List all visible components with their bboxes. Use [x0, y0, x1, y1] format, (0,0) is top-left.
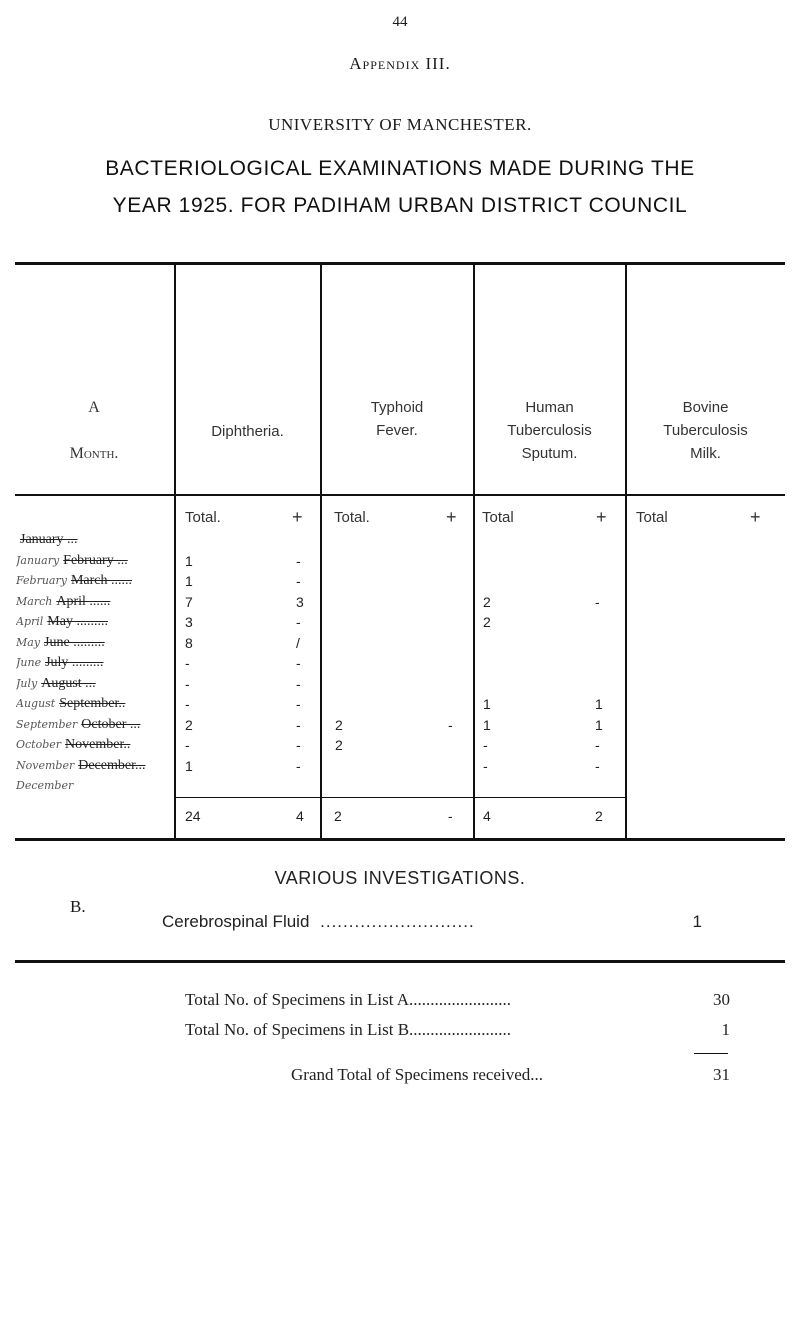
list-b-total-value: 1 — [721, 1020, 730, 1039]
typhoid-header-line1: Typhoid — [370, 399, 424, 416]
cell-d-total: 2 — [185, 716, 193, 733]
cell-d-total: 8 — [185, 634, 193, 651]
cell-d-total: - — [185, 675, 190, 692]
month-header — [15, 396, 173, 465]
column-divider-1 — [174, 264, 176, 839]
cell-d-pos: - — [296, 552, 301, 569]
printed-month: August ... — [41, 675, 96, 691]
column-divider-4 — [625, 264, 627, 839]
cell-d-pos: / — [296, 634, 300, 651]
cell-h-pos: 1 — [595, 696, 603, 712]
cell-h-pos: - — [595, 757, 600, 774]
cell-h-total: - — [483, 757, 488, 774]
typhoid-total-subheader: Total. — [334, 509, 370, 526]
list-b-total-label: Total No. of Specimens in List B........................ — [185, 1020, 512, 1039]
handwritten-month: February — [16, 574, 67, 587]
university-heading: UNIVERSITY OF MANCHESTER. — [268, 115, 532, 134]
cell-h-pos: - — [595, 593, 600, 610]
human-positive-sum: 2 — [595, 808, 603, 824]
printed-month: May ......... — [47, 614, 108, 629]
month-cell — [16, 696, 171, 712]
cell-d-total: - — [185, 737, 190, 753]
printed-month: March ...... — [70, 573, 133, 588]
report-title-line-2: YEAR 1925. FOR PADIHAM URBAN DISTRICT COUNCIL — [112, 194, 688, 217]
cell-d-pos: - — [296, 696, 301, 712]
month-cell — [16, 655, 171, 671]
bovine-tb-header-line2: Tuberculosis — [663, 422, 748, 439]
typhoid-total-sum: 2 — [334, 808, 342, 824]
cell-d-pos: - — [296, 614, 301, 630]
printed-month: December... — [78, 757, 146, 773]
section-b-rule — [15, 960, 785, 963]
cell-h-pos: - — [595, 737, 600, 753]
diphtheria-positive-subheader: + — [292, 507, 303, 527]
handwritten-month: January — [16, 553, 60, 567]
printed-month: September.. — [59, 696, 126, 711]
cell-h-total: - — [483, 737, 488, 753]
handwritten-month: August — [16, 697, 56, 710]
printed-month: February ... — [63, 552, 128, 568]
human-total-subheader: Total — [482, 509, 514, 526]
report-title-line-1: BACTERIOLOGICAL EXAMINATIONS MADE DURING THE — [105, 157, 695, 180]
month-cell — [16, 532, 171, 548]
cell-d-total: 1 — [185, 757, 193, 774]
grand-total-rule — [694, 1053, 728, 1054]
typhoid-header — [321, 396, 473, 442]
handwritten-month: May — [16, 635, 41, 649]
month-cell — [16, 553, 171, 569]
handwritten-month: December — [16, 779, 74, 792]
bovine-tb-header-line1: Bovine — [682, 399, 729, 416]
month-cell — [16, 594, 171, 610]
handwritten-month: April — [16, 615, 44, 628]
section-b-letter: B. — [70, 897, 86, 916]
bovine-total-subheader: Total — [636, 509, 668, 526]
human-tb-header-line1: Human — [525, 399, 574, 416]
human-tb-header-line3: Sputum. — [521, 445, 578, 462]
column-divider-2 — [320, 264, 322, 839]
totals-rule — [175, 797, 625, 798]
appendix-heading: Appendix III. — [349, 54, 451, 73]
human-tb-header-line2: Tuberculosis — [507, 422, 592, 439]
cell-h-total: 1 — [483, 696, 491, 712]
section-b-heading: VARIOUS INVESTIGATIONS. — [274, 868, 526, 888]
section-b-line — [162, 912, 722, 932]
handwritten-month: September — [16, 717, 78, 731]
cell-d-total: - — [185, 696, 190, 712]
typhoid-header-line2: Fever. — [376, 422, 418, 439]
handwritten-month: October — [16, 738, 62, 751]
cell-t-pos: - — [448, 716, 453, 733]
month-cell — [16, 676, 171, 692]
cell-t-total: 2 — [335, 716, 343, 733]
diphtheria-header: Diphtheria. — [211, 423, 284, 440]
month-cell — [16, 778, 171, 794]
grand-total-label: Grand Total of Specimens received... — [291, 1065, 543, 1084]
handwritten-month: March — [16, 594, 53, 608]
human-tb-header — [474, 396, 625, 465]
cell-d-pos: - — [296, 573, 301, 589]
month-cell — [16, 737, 171, 753]
cell-h-pos: 1 — [595, 716, 603, 733]
cell-d-pos: - — [296, 757, 301, 774]
handwritten-month: November — [16, 758, 75, 772]
bovine-tb-header-line3: Milk. — [690, 445, 721, 462]
month-header-letter: A — [88, 399, 100, 416]
section-b-item: Cerebrospinal Fluid — [162, 912, 310, 931]
cell-d-total: 3 — [185, 614, 193, 630]
human-total-sum: 4 — [483, 808, 491, 824]
table-bottom-rule — [15, 838, 785, 841]
printed-month: October ... — [81, 716, 141, 732]
printed-month: July ......... — [45, 655, 104, 670]
bovine-positive-subheader: + — [750, 507, 761, 527]
diphtheria-total-sum: 24 — [185, 808, 201, 824]
cell-d-total: - — [185, 655, 190, 671]
month-cell — [16, 573, 171, 589]
cell-h-total: 2 — [483, 593, 491, 610]
section-b-value: 1 — [692, 912, 702, 931]
cell-d-pos: - — [296, 655, 301, 671]
cell-d-total: 1 — [185, 552, 193, 569]
typhoid-positive-subheader: + — [446, 507, 457, 527]
header-bottom-rule — [15, 494, 785, 496]
cell-d-total: 7 — [185, 593, 193, 610]
human-positive-subheader: + — [596, 507, 607, 527]
cell-d-pos: 3 — [296, 593, 304, 610]
month-cell — [16, 635, 171, 651]
month-cell — [16, 614, 171, 630]
cell-h-total: 2 — [483, 614, 491, 630]
printed-month: June ......... — [44, 634, 105, 650]
column-divider-3 — [473, 264, 475, 839]
cell-d-total: 1 — [185, 573, 193, 589]
printed-month: November.. — [65, 737, 131, 752]
cell-h-total: 1 — [483, 716, 491, 733]
handwritten-month: July — [16, 676, 38, 690]
printed-month: April ...... — [56, 593, 111, 609]
cell-d-pos: - — [296, 716, 301, 733]
bovine-tb-header — [626, 396, 785, 465]
diphtheria-total-subheader: Total. — [185, 509, 221, 526]
typhoid-positive-sum: - — [448, 808, 453, 824]
printed-month: January ... — [20, 532, 78, 547]
diphtheria-positive-sum: 4 — [296, 808, 304, 824]
handwritten-month: June — [16, 656, 42, 669]
section-b-leader: ........................... — [320, 912, 475, 931]
grand-total-value: 31 — [713, 1065, 730, 1084]
page-number: 44 — [392, 14, 408, 30]
month-header-label: Month. — [69, 445, 119, 462]
table-top-rule — [15, 262, 785, 265]
cell-d-pos: - — [296, 737, 301, 753]
cell-t-total: 2 — [335, 737, 343, 753]
month-cell — [16, 717, 171, 733]
list-a-total-value: 30 — [713, 990, 730, 1009]
list-a-total-label: Total No. of Specimens in List A........................ — [185, 990, 512, 1009]
cell-d-pos: - — [296, 675, 301, 692]
month-cell — [16, 758, 171, 774]
